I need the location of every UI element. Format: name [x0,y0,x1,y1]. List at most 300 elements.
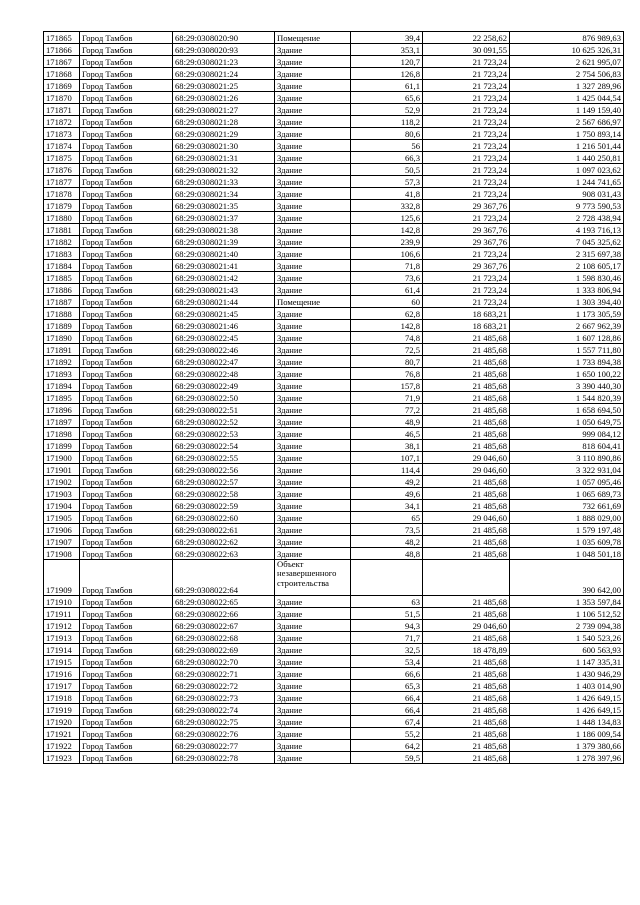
city-cell: Город Тамбов [80,344,173,356]
row-number-cell: 171871 [44,104,80,116]
area-cell: 32,5 [351,644,423,656]
cadastral-value-cell: 2 315 697,38 [510,248,624,260]
cadastral-number-cell: 68:29:0308021:40 [173,248,275,260]
table-row [44,716,624,728]
cadastral-number-cell: 68:29:0308022:55 [173,452,275,464]
table-row [44,332,624,344]
unit-value-cell: 21 485,68 [423,740,510,752]
cadastral-value-cell: 1 440 250,81 [510,152,624,164]
row-number-cell: 171912 [44,620,80,632]
object-type-cell: Здание [275,224,351,236]
cadastral-value-table [43,31,624,764]
cadastral-value-cell: 1 106 512,52 [510,608,624,620]
unit-value-cell: 21 485,68 [423,356,510,368]
object-type-cell: Здание [275,104,351,116]
object-type-cell: Здание [275,536,351,548]
object-type-cell: Здание [275,632,351,644]
table-row [44,368,624,380]
cadastral-value-cell: 908 031,43 [510,188,624,200]
table-row [44,320,624,332]
area-cell: 71,7 [351,632,423,644]
cadastral-number-cell: 68:29:0308022:54 [173,440,275,452]
cadastral-value-cell: 1 057 095,46 [510,476,624,488]
area-cell: 64,2 [351,740,423,752]
city-cell: Город Тамбов [80,512,173,524]
area-cell: 67,4 [351,716,423,728]
cadastral-number-cell: 68:29:0308022:48 [173,368,275,380]
table-row [44,440,624,452]
unit-value-cell: 21 723,24 [423,140,510,152]
row-number-cell: 171879 [44,200,80,212]
unit-value-cell: 21 723,24 [423,188,510,200]
object-type-cell: Здание [275,236,351,248]
city-cell: Город Тамбов [80,560,173,596]
area-cell: 57,3 [351,176,423,188]
object-type-cell: Здание [275,56,351,68]
row-number-cell: 171875 [44,152,80,164]
row-number-cell: 171885 [44,272,80,284]
object-type-cell: Здание [275,128,351,140]
cadastral-number-cell: 68:29:0308021:24 [173,68,275,80]
table-row [44,524,624,536]
area-cell: 72,5 [351,344,423,356]
cadastral-value-cell: 10 625 326,31 [510,44,624,56]
area-cell: 73,6 [351,272,423,284]
row-number-cell: 171876 [44,164,80,176]
table-row [44,200,624,212]
unit-value-cell: 21 485,68 [423,380,510,392]
unit-value-cell: 21 485,68 [423,656,510,668]
table-row [44,92,624,104]
table-row [44,596,624,608]
table-row [44,128,624,140]
cadastral-number-cell: 68:29:0308021:33 [173,176,275,188]
table-row [44,248,624,260]
unit-value-cell: 21 723,24 [423,92,510,104]
unit-value-cell: 21 485,68 [423,524,510,536]
table-row [44,380,624,392]
object-type-cell: Здание [275,284,351,296]
cadastral-value-cell: 1 579 197,48 [510,524,624,536]
cadastral-number-cell: 68:29:0308020:90 [173,32,275,44]
row-number-cell: 171899 [44,440,80,452]
row-number-cell: 171892 [44,356,80,368]
area-cell: 332,8 [351,200,423,212]
cadastral-value-cell: 1 216 501,44 [510,140,624,152]
area-cell: 71,8 [351,260,423,272]
unit-value-cell: 21 485,68 [423,428,510,440]
cadastral-number-cell: 68:29:0308021:29 [173,128,275,140]
object-type-cell: Здание [275,500,351,512]
cadastral-number-cell: 68:29:0308022:67 [173,620,275,632]
unit-value-cell: 21 485,68 [423,680,510,692]
cadastral-number-cell: 68:29:0308022:72 [173,680,275,692]
object-type-cell: Здание [275,596,351,608]
area-cell: 59,5 [351,752,423,764]
row-number-cell: 171894 [44,380,80,392]
cadastral-number-cell: 68:29:0308022:58 [173,488,275,500]
area-cell: 61,4 [351,284,423,296]
city-cell: Город Тамбов [80,320,173,332]
object-type-cell: Здание [275,176,351,188]
unit-value-cell: 21 485,68 [423,548,510,560]
area-cell: 73,5 [351,524,423,536]
row-number-cell: 171881 [44,224,80,236]
cadastral-value-cell: 2 739 094,38 [510,620,624,632]
object-type-cell: Здание [275,260,351,272]
table-row [44,296,624,308]
unit-value-cell: 18 683,21 [423,308,510,320]
unit-value-cell: 21 485,68 [423,332,510,344]
table-row [44,656,624,668]
cadastral-number-cell: 68:29:0308021:43 [173,284,275,296]
object-type-cell: Здание [275,620,351,632]
cadastral-value-cell: 3 390 440,30 [510,380,624,392]
cadastral-number-cell: 68:29:0308022:60 [173,512,275,524]
table-row [44,740,624,752]
object-type-cell: Здание [275,116,351,128]
row-number-cell: 171898 [44,428,80,440]
area-cell: 63 [351,596,423,608]
cadastral-value-cell: 732 661,69 [510,500,624,512]
cadastral-number-cell: 68:29:0308021:30 [173,140,275,152]
unit-value-cell: 21 723,24 [423,164,510,176]
unit-value-cell: 21 485,68 [423,476,510,488]
row-number-cell: 171910 [44,596,80,608]
cadastral-number-cell: 68:29:0308021:31 [173,152,275,164]
city-cell: Город Тамбов [80,116,173,128]
cadastral-value-cell: 1 173 305,59 [510,308,624,320]
cadastral-value-cell: 2 754 506,83 [510,68,624,80]
table-row [44,560,624,596]
area-cell: 48,9 [351,416,423,428]
cadastral-number-cell: 68:29:0308021:46 [173,320,275,332]
row-number-cell: 171886 [44,284,80,296]
unit-value-cell: 29 046,60 [423,464,510,476]
area-cell: 61,1 [351,80,423,92]
row-number-cell: 171896 [44,404,80,416]
object-type-cell: Здание [275,392,351,404]
city-cell: Город Тамбов [80,44,173,56]
city-cell: Город Тамбов [80,164,173,176]
cadastral-number-cell: 68:29:0308022:77 [173,740,275,752]
row-number-cell: 171891 [44,344,80,356]
area-cell: 56 [351,140,423,152]
cadastral-value-cell: 1 149 159,40 [510,104,624,116]
cadastral-value-cell: 3 322 931,04 [510,464,624,476]
object-type-cell: Здание [275,608,351,620]
unit-value-cell: 21 485,68 [423,632,510,644]
city-cell: Город Тамбов [80,716,173,728]
city-cell: Город Тамбов [80,668,173,680]
object-type-cell: Здание [275,680,351,692]
object-type-cell: Здание [275,656,351,668]
table-row [44,80,624,92]
unit-value-cell: 29 367,76 [423,200,510,212]
unit-value-cell: 21 485,68 [423,728,510,740]
cadastral-number-cell: 68:29:0308022:74 [173,704,275,716]
object-type-cell: Здание [275,740,351,752]
cadastral-value-cell: 1 048 501,18 [510,548,624,560]
cadastral-number-cell: 68:29:0308022:61 [173,524,275,536]
table-row [44,116,624,128]
cadastral-number-cell: 68:29:0308022:52 [173,416,275,428]
table-row [44,488,624,500]
area-cell: 239,9 [351,236,423,248]
object-type-cell: Здание [275,488,351,500]
row-number-cell: 171866 [44,44,80,56]
city-cell: Город Тамбов [80,356,173,368]
unit-value-cell: 21 485,68 [423,692,510,704]
area-cell: 50,5 [351,164,423,176]
cadastral-number-cell: 68:29:0308022:63 [173,548,275,560]
object-type-cell: Здание [275,332,351,344]
cadastral-value-cell: 1 244 741,65 [510,176,624,188]
area-cell: 66,6 [351,668,423,680]
cadastral-number-cell: 68:29:0308022:66 [173,608,275,620]
table-row [44,176,624,188]
row-number-cell: 171880 [44,212,80,224]
object-type-cell: Здание [275,416,351,428]
area-cell: 53,4 [351,656,423,668]
row-number-cell: 171918 [44,692,80,704]
object-type-cell: Здание [275,92,351,104]
row-number-cell: 171915 [44,656,80,668]
table-row [44,164,624,176]
unit-value-cell: 21 723,24 [423,80,510,92]
cadastral-number-cell: 68:29:0308022:69 [173,644,275,656]
area-cell: 353,1 [351,44,423,56]
row-number-cell: 171907 [44,536,80,548]
object-type-cell: Здание [275,524,351,536]
table-row [44,512,624,524]
city-cell: Город Тамбов [80,332,173,344]
city-cell: Город Тамбов [80,104,173,116]
city-cell: Город Тамбов [80,728,173,740]
cadastral-value-cell: 999 084,12 [510,428,624,440]
cadastral-number-cell: 68:29:0308022:64 [173,560,275,596]
cadastral-value-cell: 1 544 820,39 [510,392,624,404]
unit-value-cell: 29 367,76 [423,224,510,236]
row-number-cell: 171923 [44,752,80,764]
object-type-cell: Здание [275,692,351,704]
cadastral-number-cell: 68:29:0308022:51 [173,404,275,416]
unit-value-cell: 29 046,60 [423,620,510,632]
city-cell: Город Тамбов [80,272,173,284]
row-number-cell: 171873 [44,128,80,140]
row-number-cell: 171903 [44,488,80,500]
cadastral-number-cell: 68:29:0308022:59 [173,500,275,512]
cadastral-number-cell: 68:29:0308021:26 [173,92,275,104]
table-row [44,356,624,368]
area-cell: 62,8 [351,308,423,320]
row-number-cell: 171922 [44,740,80,752]
row-number-cell: 171920 [44,716,80,728]
unit-value-cell: 21 723,24 [423,248,510,260]
unit-value-cell: 21 723,24 [423,104,510,116]
cadastral-value-cell: 390 642,00 [510,560,624,596]
cadastral-value-cell: 1 303 394,40 [510,296,624,308]
table-row [44,152,624,164]
cadastral-value-cell: 1 035 609,78 [510,536,624,548]
table-row [44,632,624,644]
table-row [44,536,624,548]
row-number-cell: 171884 [44,260,80,272]
area-cell: 65,6 [351,92,423,104]
city-cell: Город Тамбов [80,32,173,44]
row-number-cell: 171901 [44,464,80,476]
cadastral-value-cell: 1 540 523,26 [510,632,624,644]
table-row [44,212,624,224]
cadastral-number-cell: 68:29:0308021:32 [173,164,275,176]
object-type-cell: Здание [275,464,351,476]
row-number-cell: 171897 [44,416,80,428]
area-cell: 49,2 [351,476,423,488]
cadastral-number-cell: 68:29:0308021:42 [173,272,275,284]
unit-value-cell: 21 485,68 [423,368,510,380]
object-type-cell: Здание [275,308,351,320]
city-cell: Город Тамбов [80,56,173,68]
city-cell: Город Тамбов [80,368,173,380]
area-cell: 80,6 [351,128,423,140]
unit-value-cell: 21 485,68 [423,392,510,404]
city-cell: Город Тамбов [80,152,173,164]
table-row [44,68,624,80]
object-type-cell: Здание [275,404,351,416]
row-number-cell: 171890 [44,332,80,344]
row-number-cell: 171905 [44,512,80,524]
area-cell: 80,7 [351,356,423,368]
area-cell: 48,2 [351,536,423,548]
cadastral-value-cell: 1 278 397,96 [510,752,624,764]
object-type-cell: Здание [275,200,351,212]
cadastral-value-cell: 2 108 605,17 [510,260,624,272]
city-cell: Город Тамбов [80,92,173,104]
object-type-cell: Здание [275,140,351,152]
row-number-cell: 171909 [44,560,80,596]
area-cell: 66,4 [351,692,423,704]
table-row [44,272,624,284]
object-type-cell: Здание [275,380,351,392]
cadastral-number-cell: 68:29:0308021:23 [173,56,275,68]
cadastral-value-cell: 1 050 649,75 [510,416,624,428]
city-cell: Город Тамбов [80,188,173,200]
row-number-cell: 171921 [44,728,80,740]
row-number-cell: 171914 [44,644,80,656]
area-cell: 94,3 [351,620,423,632]
table-row [44,308,624,320]
object-type-cell: Здание [275,704,351,716]
row-number-cell: 171893 [44,368,80,380]
city-cell: Город Тамбов [80,284,173,296]
cadastral-value-cell: 1 065 689,73 [510,488,624,500]
table-row [44,140,624,152]
unit-value-cell: 29 046,60 [423,512,510,524]
area-cell: 55,2 [351,728,423,740]
area-cell: 125,6 [351,212,423,224]
cadastral-value-cell: 1 888 029,00 [510,512,624,524]
cadastral-value-cell: 1 607 128,86 [510,332,624,344]
object-type-cell: Здание [275,668,351,680]
area-cell: 71,9 [351,392,423,404]
unit-value-cell: 29 367,76 [423,236,510,248]
table-row [44,608,624,620]
table-row [44,32,624,44]
cadastral-number-cell: 68:29:0308022:75 [173,716,275,728]
area-cell: 106,6 [351,248,423,260]
unit-value-cell: 21 723,24 [423,296,510,308]
table-row [44,404,624,416]
area-cell: 114,4 [351,464,423,476]
object-type-cell: Объект незавершенного строительства [275,560,351,596]
cadastral-value-cell: 1 333 806,94 [510,284,624,296]
area-cell: 65 [351,512,423,524]
area-cell: 41,8 [351,188,423,200]
city-cell: Город Тамбов [80,80,173,92]
area-cell: 77,2 [351,404,423,416]
unit-value-cell: 21 723,24 [423,176,510,188]
object-type-cell: Здание [275,272,351,284]
row-number-cell: 171902 [44,476,80,488]
row-number-cell: 171889 [44,320,80,332]
object-type-cell: Здание [275,80,351,92]
cadastral-number-cell: 68:29:0308022:73 [173,692,275,704]
unit-value-cell: 30 091,55 [423,44,510,56]
table-row [44,620,624,632]
area-cell [351,560,423,596]
unit-value-cell: 21 723,24 [423,128,510,140]
row-number-cell: 171869 [44,80,80,92]
cadastral-number-cell: 68:29:0308021:35 [173,200,275,212]
cadastral-value-cell: 2 728 438,94 [510,212,624,224]
object-type-cell: Здание [275,152,351,164]
city-cell: Город Тамбов [80,752,173,764]
area-cell: 126,8 [351,68,423,80]
cadastral-value-cell: 1 557 711,80 [510,344,624,356]
table-row [44,464,624,476]
city-cell: Город Тамбов [80,200,173,212]
cadastral-value-cell: 1 650 100,22 [510,368,624,380]
unit-value-cell [423,560,510,596]
city-cell: Город Тамбов [80,500,173,512]
row-number-cell: 171904 [44,500,80,512]
unit-value-cell: 21 723,24 [423,284,510,296]
cadastral-value-cell: 818 604,41 [510,440,624,452]
city-cell: Город Тамбов [80,428,173,440]
cadastral-number-cell: 68:29:0308021:28 [173,116,275,128]
unit-value-cell: 21 485,68 [423,536,510,548]
area-cell: 107,1 [351,452,423,464]
table-row [44,260,624,272]
unit-value-cell: 21 485,68 [423,752,510,764]
cadastral-value-cell: 2 621 995,07 [510,56,624,68]
cadastral-number-cell: 68:29:0308022:65 [173,596,275,608]
row-number-cell: 171906 [44,524,80,536]
unit-value-cell: 21 485,68 [423,404,510,416]
cadastral-value-cell: 1 426 649,15 [510,692,624,704]
cadastral-number-cell: 68:29:0308022:68 [173,632,275,644]
object-type-cell: Здание [275,320,351,332]
area-cell: 118,2 [351,116,423,128]
cadastral-number-cell: 68:29:0308021:27 [173,104,275,116]
city-cell: Город Тамбов [80,392,173,404]
city-cell: Город Тамбов [80,644,173,656]
table-row [44,692,624,704]
unit-value-cell: 18 683,21 [423,320,510,332]
table-row [44,668,624,680]
table-row [44,680,624,692]
city-cell: Город Тамбов [80,740,173,752]
